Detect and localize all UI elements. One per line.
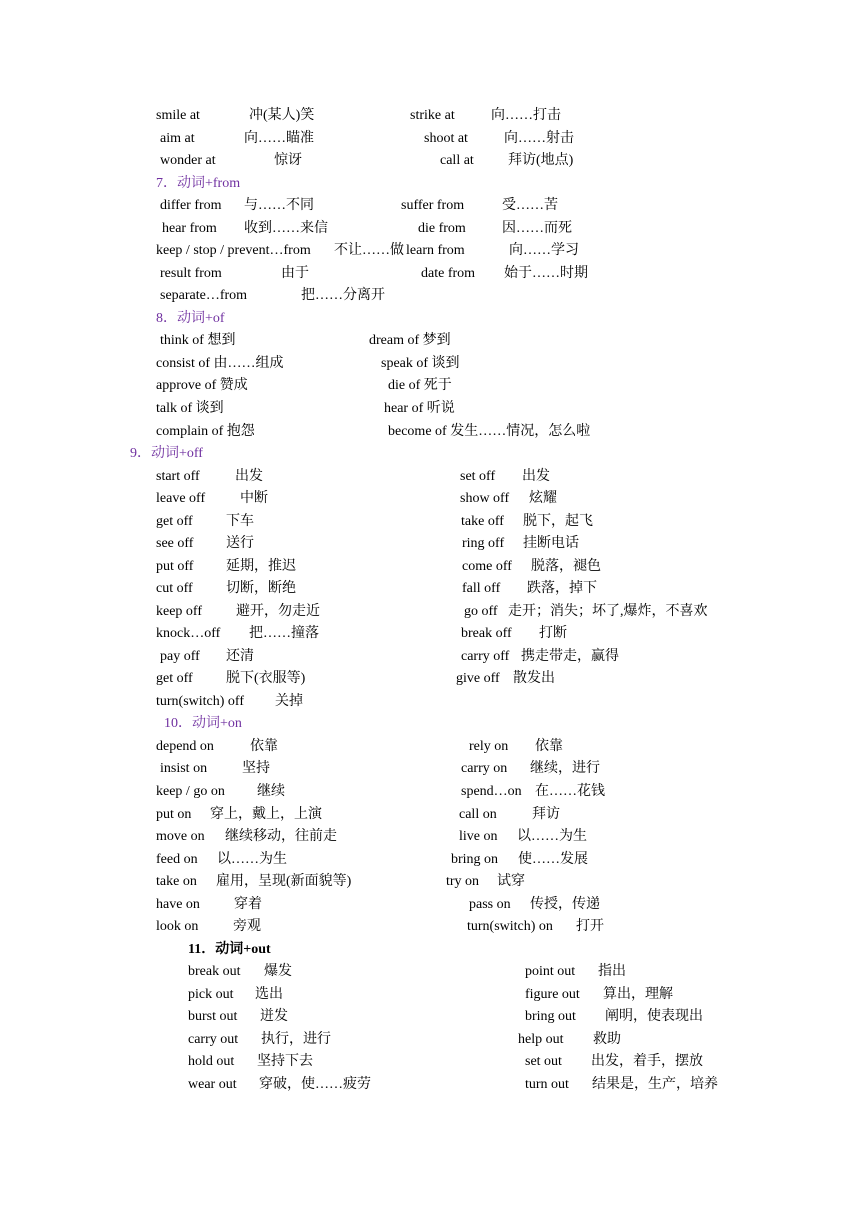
phrase-en: date from [421,266,476,281]
phrase-cn: 继续 [257,784,285,799]
phrase-en: help out [518,1032,564,1047]
phrase-en: differ from [160,198,222,213]
phrase-cn: 依靠 [535,739,563,754]
phrase-cn: 指出 [598,964,626,979]
phrase-cn: 打开 [576,919,604,934]
phrase-cn: 与……不同 [244,198,314,213]
phrase-en: put off [156,559,194,574]
phrase-en: burst out [188,1009,238,1024]
section-heading-7: 7．动词+from [156,176,241,191]
phrase-en: keep / stop / prevent…from [156,243,311,258]
phrase-en: knock…off [156,626,221,641]
phrase-en: carry out [188,1032,239,1047]
phrase: dream of 梦到 [369,333,451,348]
phrase-en: separate…from [160,288,248,303]
phrase-cn: 走开；消失；坏了,爆炸，不喜欢 [508,604,708,619]
phrase-cn: 依靠 [250,739,278,754]
phrase-cn: 向……打击 [491,108,561,123]
phrase-en: get off [156,514,193,529]
phrase-en: wonder at [160,153,216,168]
phrase-cn: 救助 [593,1032,621,1047]
phrase-cn: 挂断电话 [523,536,579,551]
phrase-en: cut off [156,581,193,596]
phrase-en: pay off [160,649,200,664]
phrase-cn: 传授，传递 [530,897,600,912]
phrase-cn: 向……瞄准 [244,131,314,146]
phrase: talk of 谈到 [156,401,224,416]
phrase-en: see off [156,536,194,551]
phrase-cn: 在……花钱 [535,784,605,799]
phrase-cn: 坚持下去 [257,1054,313,1069]
phrase-cn: 脱下，起飞 [523,514,593,529]
phrase-en: take on [156,874,197,889]
phrase-en: feed on [156,852,198,867]
phrase-en: learn from [406,243,465,258]
phrase-cn: 冲(某人)笑 [249,108,315,123]
phrase-cn: 坚持 [242,761,270,776]
phrase-en: bring out [525,1009,576,1024]
phrase-en: keep off [156,604,202,619]
phrase-en: look on [156,919,199,934]
phrase-en: bring on [451,852,499,867]
phrase-cn: 试穿 [497,874,525,889]
phrase-cn: 不让……做 [334,243,404,258]
phrase-en: carry on [461,761,508,776]
phrase-cn: 迸发 [260,1009,288,1024]
phrase-en: get off [156,671,193,686]
phrase-en: start off [156,469,200,484]
phrase-cn: 散发出 [513,671,555,686]
phrase-en: set out [525,1054,562,1069]
phrase-en: pick out [188,987,234,1002]
phrase-en: put on [156,807,192,822]
phrase-cn: 还清 [226,649,254,664]
phrase-en: figure out [525,987,580,1002]
phrase-en: strike at [410,108,455,123]
phrase-en: call at [440,153,474,168]
phrase-cn: 把……分离开 [301,288,385,303]
phrase-en: give off [456,671,500,686]
phrase-en: die from [418,221,466,236]
phrase: die of 死于 [388,378,452,393]
phrase-en: suffer from [401,198,465,213]
phrase-cn: 向……学习 [509,243,579,258]
phrase-cn: 穿着 [234,897,262,912]
phrase: become of 发生……情况，怎么啦 [388,424,591,439]
phrase-cn: 收到……来信 [244,221,328,236]
phrase-cn: 携走带走，赢得 [521,649,619,664]
phrase: speak of 谈到 [381,356,460,371]
phrase-cn: 拜访 [532,807,560,822]
phrase-cn: 因……而死 [502,221,572,236]
phrase-cn: 延期，推迟 [226,559,296,574]
phrase: complain of 抱怨 [156,424,255,439]
phrase-en: hold out [188,1054,235,1069]
phrase-en: break off [461,626,512,641]
phrase-cn: 脱落，褪色 [531,559,601,574]
phrase-cn: 以……为生 [517,829,587,844]
phrase-en: insist on [160,761,208,776]
phrase-en: fall off [462,581,501,596]
phrase-en: break out [188,964,241,979]
phrase-en: carry off [461,649,510,664]
phrase-en: leave off [156,491,206,506]
phrase-cn: 拜访(地点) [508,153,574,168]
phrase-cn: 受……苦 [502,198,558,213]
section-heading-9: 9．动词+off [130,446,203,461]
phrase-cn: 继续移动，往前走 [225,829,337,844]
phrase-cn: 始于……时期 [504,266,588,281]
phrase-cn: 惊讶 [274,153,302,168]
phrase-en: keep / go on [156,784,225,799]
phrase-cn: 脱下(衣服等) [226,671,306,686]
phrase-cn: 切断，断绝 [226,581,296,596]
phrase-cn: 继续，进行 [530,761,600,776]
phrase-en: hear from [162,221,217,236]
phrase-cn: 由于 [281,266,309,281]
phrase-en: aim at [160,131,195,146]
phrase-cn: 旁观 [233,919,261,934]
phrase-en: take off [461,514,504,529]
phrase-cn: 送行 [226,536,254,551]
phrase-cn: 选出 [255,987,283,1002]
phrase-en: move on [156,829,205,844]
phrase-en: point out [525,964,576,979]
phrase: approve of 赞成 [156,378,248,393]
phrase-en: pass on [469,897,511,912]
phrase: consist of 由……组成 [156,356,284,371]
phrase-en: show off [460,491,510,506]
section-heading-11: 11．动词+out [188,942,271,957]
phrase-en: come off [462,559,512,574]
phrase-cn: 出发，着手，摆放 [591,1054,703,1069]
phrase-en: shoot at [424,131,468,146]
phrase-en: depend on [156,739,214,754]
phrase-cn: 打断 [539,626,567,641]
phrase-cn: 结果是，生产，培养 [592,1077,718,1092]
phrase-cn: 爆发 [264,964,292,979]
phrase-en: rely on [469,739,509,754]
phrase-en: turn(switch) off [156,694,244,709]
phrase-cn: 阐明，使表现出 [605,1009,703,1024]
phrase-en: turn(switch) on [467,919,553,934]
phrase: think of 想到 [160,333,236,348]
phrase-en: go off [464,604,498,619]
phrase-cn: 把……撞落 [249,626,319,641]
phrase-en: result from [160,266,222,281]
phrase-en: set off [460,469,496,484]
phrase-cn: 算出，理解 [603,987,673,1002]
phrase-en: try on [446,874,480,889]
phrase-en: smile at [156,108,200,123]
phrase-en: live on [459,829,498,844]
phrase-cn: 使……发展 [518,852,588,867]
phrase-en: wear out [188,1077,237,1092]
phrase-cn: 雇用，呈现(新面貌等) [216,874,352,889]
phrase-en: ring off [462,536,505,551]
phrase-cn: 执行，进行 [261,1032,331,1047]
phrase-en: have on [156,897,200,912]
section-heading-10: 10．动词+on [164,716,242,731]
phrase-cn: 以……为生 [217,852,287,867]
phrase-cn: 避开，勿走近 [236,604,320,619]
phrase-cn: 穿破，使……疲劳 [259,1077,371,1092]
phrase-cn: 炫耀 [529,491,557,506]
phrase-cn: 出发 [522,469,550,484]
phrase-cn: 向……射击 [504,131,574,146]
phrase-cn: 关掉 [275,694,303,709]
phrase-cn: 跌落，掉下 [527,581,597,596]
phrase-en: spend…on [461,784,522,799]
phrase-en: call on [459,807,497,822]
phrase: hear of 听说 [384,401,455,416]
phrase-cn: 穿上，戴上，上演 [210,807,322,822]
phrase-cn: 下车 [226,514,254,529]
phrase-cn: 出发 [235,469,263,484]
section-heading-8: 8．动词+of [156,311,225,326]
phrase-en: turn out [525,1077,569,1092]
phrase-cn: 中断 [240,491,268,506]
